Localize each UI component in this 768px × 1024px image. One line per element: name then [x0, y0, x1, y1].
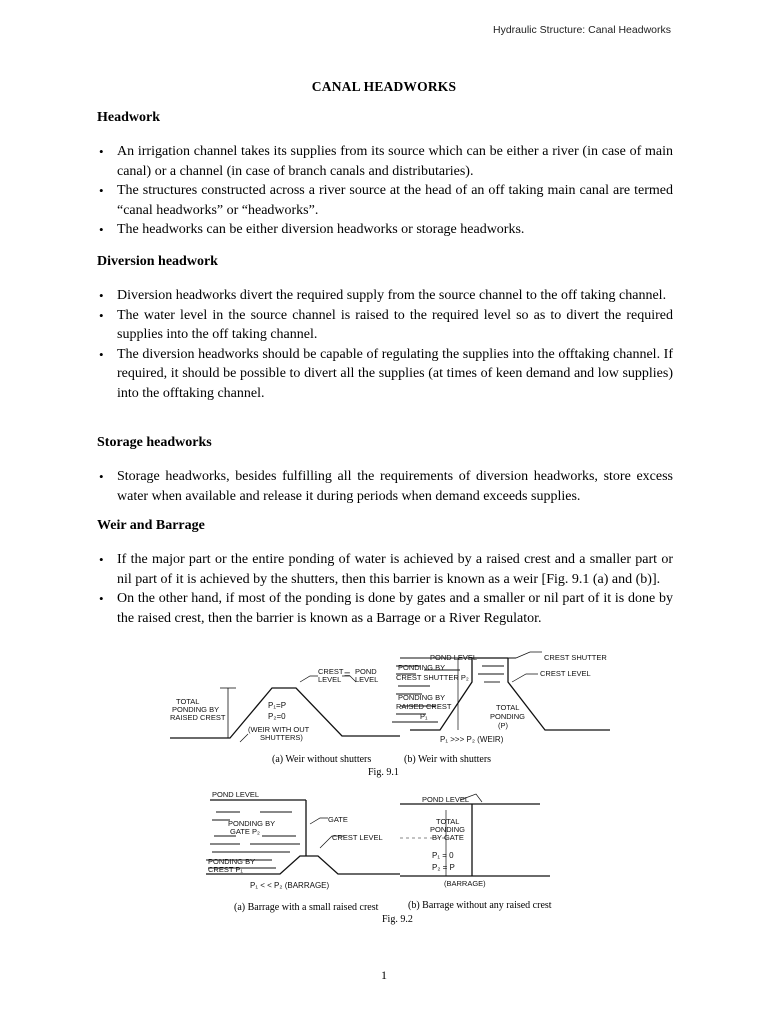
- svg-text:PONDING BY: PONDING BY: [398, 693, 446, 702]
- fig-9-2-a-gate-label: GATE: [328, 815, 348, 824]
- fig-9-2-a-pond-level-label: POND LEVEL: [212, 790, 260, 799]
- fig-9-2-b-pond-level-label: POND LEVEL: [422, 795, 470, 804]
- storage-bullet-list: [97, 467, 673, 506]
- svg-text:CREST SHUTTER P₂: CREST SHUTTER P₂: [396, 673, 469, 682]
- fig-9-2-a-crest-level-label: CREST LEVEL: [332, 833, 383, 842]
- svg-text:(P): (P): [498, 721, 508, 730]
- svg-text:P₁=P: P₁=P: [268, 701, 287, 710]
- fig-9-1-b-caption: (b) Weir with shutters: [404, 754, 492, 765]
- svg-text:RAISED CREST: RAISED CREST: [396, 702, 452, 711]
- svg-text:SHUTTERS): SHUTTERS): [260, 733, 303, 742]
- fig-a-pond-level-label: POND: [355, 667, 377, 676]
- svg-text:GATE P₂: GATE P₂: [230, 827, 260, 836]
- svg-text:P₁: P₁: [420, 712, 428, 721]
- figure-9-1: [160, 642, 620, 782]
- list-item: • The water level in the source channel is raised to the required level so as to divert the required supplies into the off taking channel.: [97, 306, 673, 345]
- weir-barrage-bullet-list: [97, 550, 673, 628]
- list-item: • The structures constructed across a river source at the head of an off taking main canal are termed “canal headworks” or “headworks”.: [97, 181, 673, 220]
- svg-text:P₁ >>> P₂ (WEIR): P₁ >>> P₂ (WEIR): [440, 735, 504, 744]
- fig-9-2-label: Fig. 9.2: [382, 914, 413, 925]
- section-heading-diversion: Diversion headwork: [97, 254, 218, 269]
- list-item: • Storage headworks, besides fulfilling all the requirements of diversion headworks, store excess water when available and release it during periods when demand exceeds supplies.: [97, 467, 673, 506]
- svg-text:CREST P₁: CREST P₁: [208, 865, 243, 874]
- svg-text:(WEIR WITH OUT: (WEIR WITH OUT: [248, 725, 310, 734]
- fig-b-crest-shutter-label: CREST SHUTTER: [544, 653, 607, 662]
- page-number: 1: [381, 968, 387, 982]
- svg-text:=: =: [344, 669, 351, 681]
- svg-text:(BARRAGE): (BARRAGE): [444, 879, 486, 888]
- svg-text:PONDING: PONDING: [430, 825, 466, 834]
- list-item: • The diversion headworks should be capable of regulating the supplies into the offtaking channel. If required, it should be possible to divert all the supplies (at times of keen demand and low supplies) into the offtaking channel.: [97, 345, 673, 404]
- svg-text:BY GATE: BY GATE: [432, 833, 464, 842]
- section-heading-headwork: Headwork: [97, 110, 160, 125]
- list-item: • Diversion headworks divert the required supply from the source channel to the off taking channel.: [97, 286, 673, 306]
- fig-9-1-a-caption: (a) Weir without shutters: [272, 754, 372, 765]
- svg-text:PONDING BY: PONDING BY: [228, 819, 276, 828]
- list-item: • If the major part or the entire ponding of water is achieved by a raised crest and a smaller part or nil part of it is achieved by the shutters, then this barrier is known as a weir [Fig. 9.1 (a) and (b)].: [97, 550, 673, 589]
- svg-text:RAISED CREST: RAISED CREST: [170, 713, 226, 722]
- svg-text:TOTAL: TOTAL: [436, 817, 460, 826]
- svg-text:P₁ = 0: P₁ = 0: [432, 851, 454, 860]
- list-item: • The headworks can be either diversion headworks or storage headworks.: [97, 220, 673, 240]
- page-title: CANAL HEADWORKS: [311, 79, 457, 94]
- svg-text:LEVEL: LEVEL: [318, 675, 342, 684]
- fig-a-crest-level-label: CREST: [318, 667, 344, 676]
- section-heading-weir-barrage: Weir and Barrage: [97, 518, 205, 533]
- fig-9-2-a-caption: (a) Barrage with a small raised crest: [234, 902, 379, 913]
- svg-text:P₁ < < P₂ (BARRAGE): P₁ < < P₂ (BARRAGE): [250, 881, 330, 890]
- fig-b-crest-level-label: CREST LEVEL: [540, 669, 591, 678]
- fig-9-1-label: Fig. 9.1: [368, 767, 399, 778]
- svg-text:PONDING: PONDING: [490, 712, 526, 721]
- svg-text:LEVEL: LEVEL: [355, 675, 379, 684]
- running-header: Hydraulic Structure: Canal Headworks: [493, 24, 671, 36]
- svg-text:TOTAL: TOTAL: [496, 703, 520, 712]
- list-item: • On the other hand, if most of the ponding is done by gates and a smaller or nil part of it is done by the raised crest, then the barrier is known as a Barrage or a River Regulator.: [97, 589, 673, 628]
- figure-9-2: [200, 786, 570, 928]
- svg-text:PONDING BY: PONDING BY: [398, 663, 446, 672]
- fig-9-2-b-caption: (b) Barrage without any raised crest: [408, 900, 552, 911]
- fig-b-pond-level-label: POND LEVEL: [430, 653, 478, 662]
- list-item: • An irrigation channel takes its supplies from its source which can be either a river (in case of main canal) or a channel (in case of branch canals and distributaries).: [97, 142, 673, 181]
- diversion-bullet-list: [97, 286, 673, 403]
- section-heading-storage: Storage headworks: [97, 435, 212, 450]
- svg-text:P₂ = P: P₂ = P: [432, 863, 455, 872]
- svg-text:PONDING BY: PONDING BY: [208, 857, 256, 866]
- headwork-bullet-list: [97, 142, 673, 240]
- svg-text:P₂=0: P₂=0: [268, 712, 286, 721]
- svg-text:PONDING BY: PONDING BY: [172, 705, 220, 714]
- fig-a-total-ponding-label: TOTAL: [176, 697, 200, 706]
